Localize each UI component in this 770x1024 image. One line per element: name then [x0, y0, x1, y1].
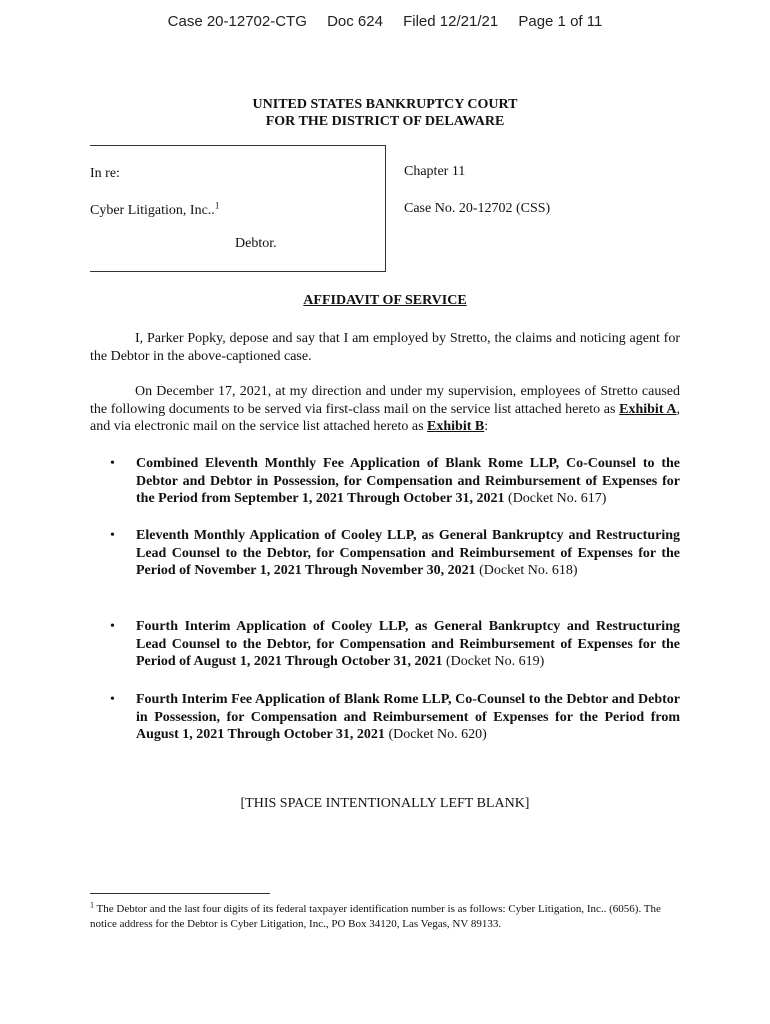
- blank-space-notice: [THIS SPACE INTENTIONALLY LEFT BLANK]: [240, 796, 530, 811]
- in-re-label: In re:: [90, 166, 120, 181]
- docket-number: (Docket No. 620): [388, 727, 487, 742]
- paragraph-declarant: I, Parker Popky, depose and say that I am employed by Stretto, the claims and noticing agent for the Debtor in the above-captioned case.: [90, 331, 680, 364]
- footnote: [90, 902, 685, 932]
- document-name: Combined Eleventh Monthly Fee Application of Blank Rome LLP, Co-Counsel to the Debtor and Debtor in Possession, for Compensation and Reimbursement of Expenses for the Period from September 1, 2021 Through October 31, 2021: [136, 456, 680, 506]
- service-text-b: , and via electronic mail on the service list attached hereto as: [90, 401, 680, 434]
- chapter-label: Chapter 11: [404, 164, 466, 179]
- court-district: FOR THE DISTRICT OF DELAWARE: [265, 114, 505, 129]
- court-heading: [0, 96, 770, 130]
- service-text-c: :: [484, 419, 489, 434]
- list-item: [110, 455, 680, 508]
- case-no-label: Case No. 20-12702 (CSS): [404, 201, 551, 216]
- debtor-name-text: Cyber Litigation, Inc..: [90, 203, 215, 218]
- debtor-name: [90, 200, 220, 219]
- footnote-text: The Debtor and the last four digits of its federal taxpayer identification number is as follows: Cyber Litigation, Inc.. (6056). The notice address for the Debtor is Cyber Litigation, Inc., PO Box 34120, Las Vegas, NV 89133.: [90, 903, 661, 930]
- bullet-icon: •: [110, 456, 115, 471]
- court-name: UNITED STATES BANKRUPTCY COURT: [252, 97, 518, 112]
- document-title: AFFIDAVIT OF SERVICE: [303, 293, 467, 308]
- bullet-icon: •: [110, 692, 115, 707]
- list-item: [110, 527, 680, 580]
- docket-number: (Docket No. 618): [479, 563, 578, 578]
- docket-number: (Docket No. 617): [508, 491, 607, 506]
- docket-number: (Docket No. 619): [445, 654, 545, 669]
- document-name: Eleventh Monthly Application of Cooley LLP, as General Bankruptcy and Restructuring Lead Counsel to the Debtor, for Compensation and Reimbursement of Expenses for the Period of November 1, 2021 Through November 30, 2021: [136, 528, 680, 578]
- bullet-icon: •: [110, 528, 115, 543]
- filed-date: Filed 12/21/21: [403, 13, 499, 30]
- case-header: [0, 13, 770, 30]
- service-text-a: On December 17, 2021, at my direction and under my supervision, employees of Stretto caused the following documents to be served via first-class mail on the service list attached hereto as: [90, 384, 680, 417]
- footnote-divider: [90, 893, 270, 894]
- page-number: Page 1 of 11: [518, 13, 603, 30]
- footnote-ref: 1: [214, 200, 220, 211]
- bullet-icon: •: [110, 619, 115, 634]
- exhibit-a-ref: Exhibit A: [619, 401, 677, 417]
- list-item: [110, 618, 680, 671]
- footnote-number: 1: [90, 900, 94, 910]
- case-number: Case 20-12702-CTG: [167, 13, 307, 30]
- document-name: Fourth Interim Application of Cooley LLP, as General Bankruptcy and Restructuring Lead Counsel to the Debtor, for Compensation and Reimbursement of Expenses for the Period of August 1, 2021 Through October 31, 2021: [136, 619, 680, 669]
- exhibit-b-ref: Exhibit B: [427, 419, 485, 434]
- debtor-label: Debtor.: [235, 236, 277, 251]
- doc-number: Doc 624: [327, 13, 383, 30]
- list-item: [110, 691, 680, 744]
- paragraph-service: [90, 383, 680, 436]
- document-name: Fourth Interim Fee Application of Blank Rome LLP, Co-Counsel to the Debtor and Debtor in Possession, for Compensation and Reimbursement of Expenses for the Period from August 1, 2021 Through October 31, 2021: [136, 692, 680, 742]
